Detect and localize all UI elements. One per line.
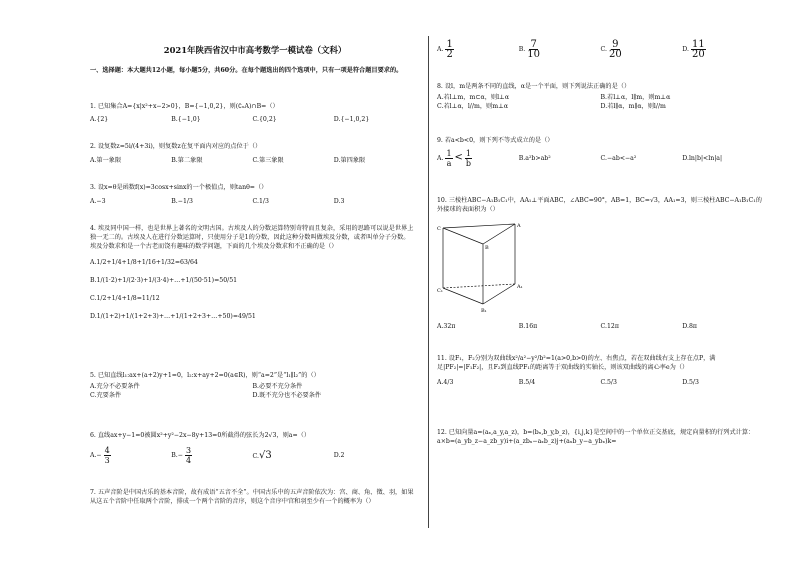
q1-option-b: B.{−1,0} (171, 116, 201, 124)
exam-title: 2021年陕西省汉中市高考数学一模试卷（文科） (163, 45, 347, 55)
q5-option-a: A.充分不必要条件 (90, 383, 140, 391)
question-3 (90, 183, 415, 206)
question-11-text: 11. 设F₁，F₂分别为双曲线x²/a²−y²/b²=1(a>0,b>0)的左、右焦点，若在双曲线右支上存在点P，满足|PF₂|=|F₁F₂|，且F₂到直线PF₁的距离等于双曲线的实轴长，则该双曲线的离心率e为（） (437, 355, 716, 372)
question-9 (437, 136, 764, 168)
q3-option-d: D.3 (333, 198, 345, 206)
question-2-text: 2. 设复数z=5i/(4+3i)，则复数z在复平面内对应的点位于（） (90, 143, 262, 150)
q7-option-b: B. $\frac{7}{10}$ (518, 39, 540, 60)
edge-b-a (483, 224, 515, 244)
vertex-label: C (437, 226, 441, 233)
q10-option-c: C.12π (600, 323, 619, 331)
q11-option-b: B.5/4 (518, 379, 536, 387)
q8-option-d: D.若l∥α，m∥α，则l//m (600, 103, 666, 111)
question-12-text: 12. 已知向量a=(aₓ,a_y,a_z)，b=(bₓ,b_y,b_z)，{i,j,k}是空间中的一个单位正交基底，规定向量积的行列式计算：a×b=(a_yb_z−a_zb_y)i+(a_zbₓ−aₓb_z)j+(aₓb_y−a_ybₓ)k= (437, 429, 755, 446)
edge-b1-a1 (483, 284, 515, 304)
q4-option-a: A.1/2+1/4+1/8+1/16+1/32=63/64 (90, 258, 198, 266)
question-3-text: 3. 设x=θ是函数f(x)=3cosx+sinx的一个极值点，则tanθ=（） (90, 184, 268, 191)
question-10 (437, 196, 764, 332)
question-4 (90, 224, 415, 321)
q1-option-d: D.{−1,0,2} (333, 116, 370, 124)
q11-option-c: C.5/3 (600, 379, 617, 387)
q3-option-b: B.−1/3 (171, 198, 193, 206)
vertex-label: B₁ (481, 308, 487, 315)
question-11 (437, 354, 764, 388)
q8-option-c: C.若l⊥α，l//m，则m⊥α (437, 103, 509, 111)
question-5-text: 5. 已知直线l₁:ax+(a+2)y+1=0，l₂:x+ay+2=0(a∈R)，则“a=2”是“l₁∥l₂”的（） (90, 372, 320, 379)
q7-options (437, 40, 764, 59)
vertex-label: B (485, 245, 489, 252)
q11-option-a: A.4/3 (437, 379, 454, 387)
vertex-label: A (517, 223, 521, 230)
edge-c-a (443, 224, 515, 228)
q7-option-a: A. $\frac{1}{2}$ (437, 39, 453, 60)
edge-c1-b1 (443, 288, 483, 304)
q3-option-a: A.−3 (90, 198, 106, 206)
q6-option-c: C.√3 (252, 449, 272, 461)
q7-option-d: D. $\frac{11}{20}$ (682, 39, 705, 60)
vertex-label: C₁ (437, 288, 443, 295)
q9-option-d: D.ln|b|<ln|a| (682, 155, 723, 163)
q5-option-b: B.必要不充分条件 (252, 383, 303, 391)
q6-option-b: B.− $\frac{3}{4}$ (171, 446, 192, 466)
column-divider (428, 36, 429, 528)
q10-option-b: B.16π (518, 323, 538, 331)
q6-option-d: D.2 (333, 452, 345, 460)
question-1 (90, 102, 415, 124)
question-6-text: 6. 直线ax+y−1=0被圆x²+y²−2x−8y+13=0所截得的弦长为2√3，则a=（） (90, 432, 311, 439)
question-7-text: 7. 五声音阶是中国古乐的基本音阶，故有成语“五音不全”。中国古乐中的五声音阶依次为：宫、商、角、徵、羽，如果从这五个音阶中任取两个音阶，排成一个两个音阶的音序，则这个音序中宫和羽至少有一个的概率为（） (90, 489, 414, 506)
q6-option-a: A.− $\frac{4}{3}$ (90, 446, 110, 466)
q1-option-a: A.{2} (90, 116, 109, 124)
question-9-text: 9. 若a<b<0，则下列不等式成立的是（） (437, 137, 554, 144)
question-5 (90, 371, 415, 401)
vertex-label: A₁ (517, 284, 523, 291)
q4-option-c: C.1/2+1/4+1/8=11/12 (90, 295, 160, 303)
q5-option-d: D.既不充分也不必要条件 (252, 392, 322, 400)
q11-option-d: D.5/3 (682, 379, 699, 387)
q10-option-a: A.32π (437, 323, 456, 331)
q2-option-a: A.第一象限 (90, 157, 122, 165)
section-heading: 一、选择题：本大题共12小题，每小题5分，共60分。在每个题选出的四个选项中，只有一项是符合题目要求的。 (90, 67, 403, 74)
q8-option-a: A.若l⊥m，m⊂α，则l⊥α (437, 94, 510, 102)
question-10-text: 10. 三棱柱ABC−A₁B₁C₁中，AA₁⊥平面ABC，∠ABC=90°，AB=1，BC=√3，AA₁=3，则三棱柱ABC−A₁B₁C₁的外接球的表面积为（） (437, 197, 762, 214)
q10-option-d: D.8π (682, 323, 697, 331)
q7-option-c: C. $\frac{9}{20}$ (600, 39, 622, 60)
question-12 (437, 428, 764, 446)
q5-option-c: C.充要条件 (90, 392, 122, 400)
question-7 (90, 488, 415, 506)
question-6 (90, 431, 415, 465)
q2-option-d: D.第四象限 (333, 157, 366, 165)
q3-option-c: C.1/3 (252, 198, 269, 206)
q9-option-c: C.−ab<−a² (600, 155, 637, 163)
q8-option-b: B.若l⊥α，l∥m，则m⊥α (600, 94, 671, 102)
q1-option-c: C.{0,2} (252, 116, 277, 124)
question-4-text: 4. 埃及同中国一样，也是世界上著名的文明古国。古埃及人的分数运算特别奇特而且复杂，采用的思路可以说是世界上独一无二的。古埃及人在进行分数运算时，只使用分子是1的分数，因此这种分数叫做埃及分数，或者叫单分子分数。埃及分数求和是一个古老而饶有趣味的数学问题，下面的几个埃及分数求和不正确的是（） (90, 225, 414, 251)
question-8-text: 8. 设l，m是两条不同的直线，α是一个平面，则下列说法正确的是（） (437, 83, 631, 90)
question-8 (437, 82, 764, 112)
q9-option-b: B.a²b>ab² (518, 155, 551, 163)
edge-c-b (443, 228, 483, 244)
q2-option-b: B.第二象限 (171, 157, 203, 165)
q9-option-a: A. $\frac{1}{a}$ < $\frac{1}{b}$ (437, 149, 472, 169)
question-1-text: 1. 已知集合A={x|x²+x−2>0}，B={−1,0,2}，则(∁ᵤA)∩B=（） (90, 103, 279, 110)
prism-figure (437, 220, 527, 316)
q4-option-d: D.1/(1+2)+1/(1+2+3)+…+1/(1+2+3+…+50)=49/51 (90, 313, 256, 321)
q4-option-b: B.1/(1·2)+1/(2·3)+1/(3·4)+…+1/(50·51)=50/51 (90, 276, 238, 284)
question-2 (90, 142, 415, 165)
edge-c1-a1-hidden (443, 284, 515, 288)
q2-option-c: C.第三象限 (252, 157, 284, 165)
